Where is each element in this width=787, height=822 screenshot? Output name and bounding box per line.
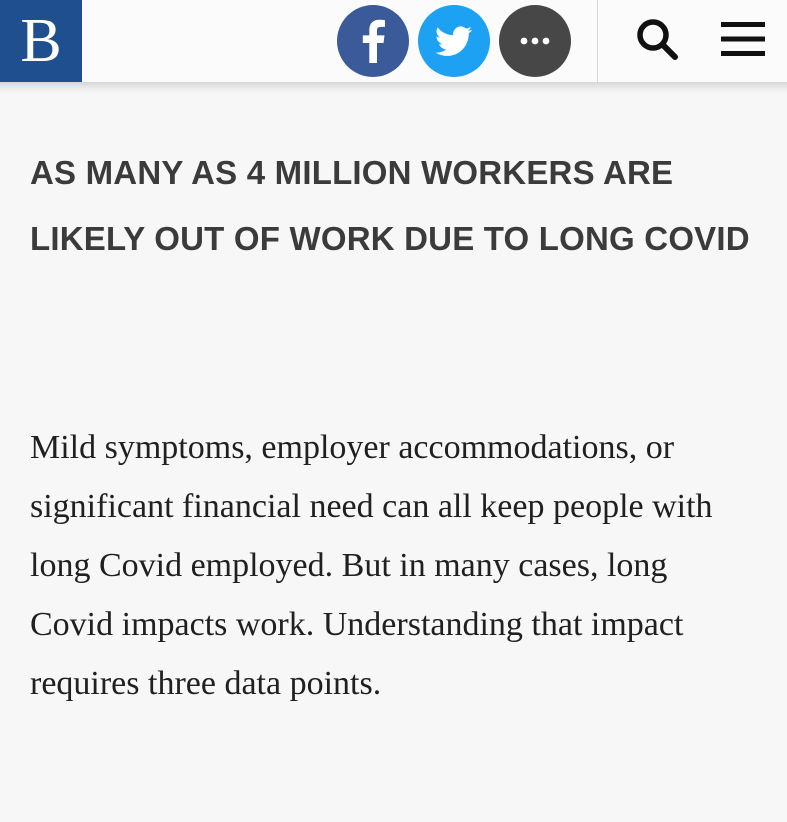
more-dots-icon	[520, 37, 550, 45]
more-share-options-button[interactable]	[499, 5, 571, 77]
twitter-bird-icon	[435, 26, 473, 57]
article-headline: AS MANY AS 4 MILLION WORKERS ARE LIKELY OUT OF WORK DUE TO LONG COVID	[30, 154, 750, 257]
facebook-icon	[359, 19, 387, 63]
menu-button[interactable]	[718, 14, 768, 68]
search-icon	[635, 17, 679, 66]
logo-letter: B	[20, 7, 62, 75]
facebook-share-button[interactable]	[337, 5, 409, 77]
article-summary: Mild symptoms, employer accommodations, or significant financial need can all keep people with long Covid employed. But in many cases, long Covid impacts work. Understanding that impact requires three data points.	[30, 429, 713, 702]
header-shadow	[0, 82, 787, 96]
header-divider	[597, 0, 598, 82]
search-button[interactable]	[632, 14, 682, 68]
site-logo-link[interactable]	[0, 0, 82, 82]
hamburger-menu-icon	[720, 21, 766, 62]
top-navigation-bar	[0, 0, 787, 82]
twitter-share-button[interactable]	[418, 5, 490, 77]
